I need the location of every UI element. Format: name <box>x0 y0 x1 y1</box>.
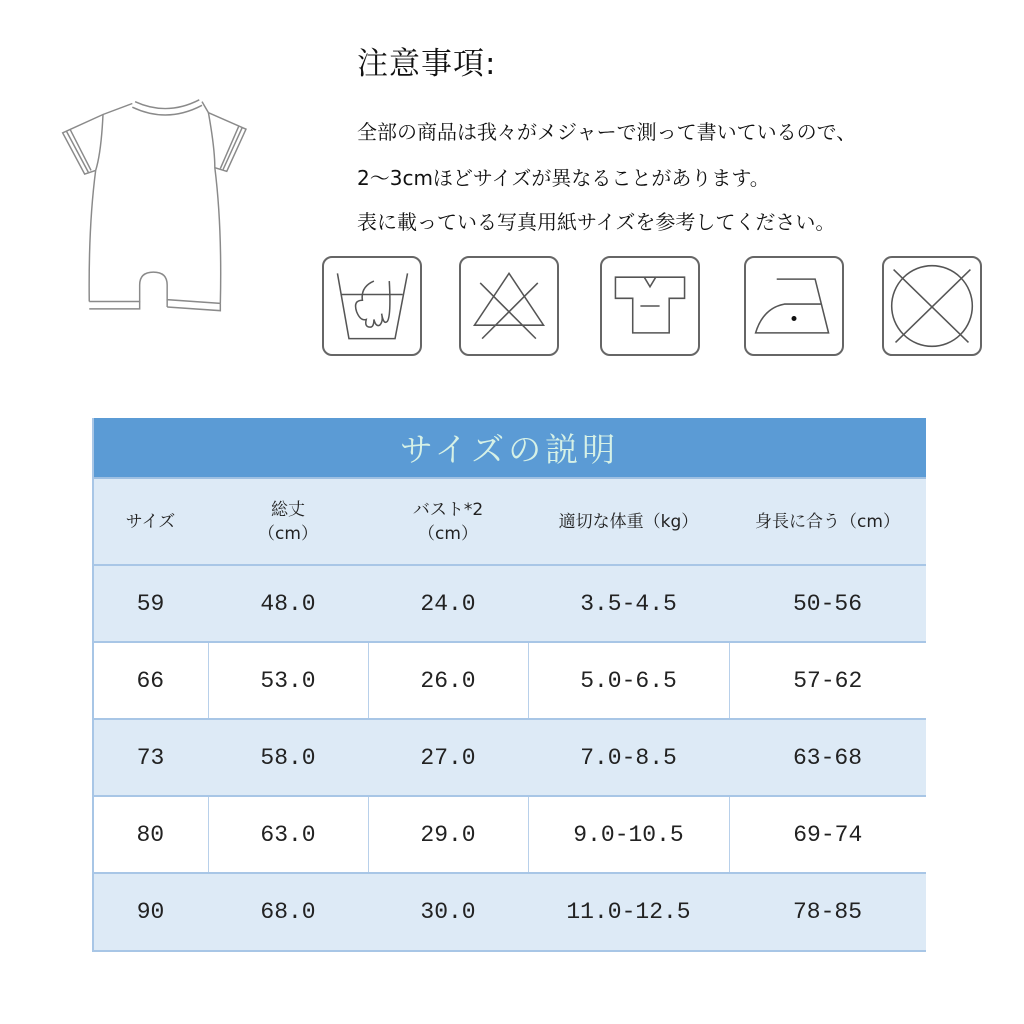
table-row <box>93 642 926 719</box>
iron-low-icon <box>744 256 844 356</box>
cell-total-length: 53.0 <box>208 642 368 719</box>
cell-weight: 7.0-8.5 <box>580 744 677 771</box>
table-title: サイズの説明 <box>399 430 620 469</box>
header-weight-label: 適切な体重（kg） <box>558 511 699 532</box>
cell-total-length: 63.0 <box>208 796 368 873</box>
table-row <box>93 719 926 796</box>
header-size <box>93 478 208 565</box>
cell-bust: 30.0 <box>420 899 476 925</box>
cell-bust: 24.0 <box>420 590 476 617</box>
cell-weight: 3.5-4.5 <box>580 590 677 617</box>
cell-weight: 11.0-12.5 <box>566 899 691 925</box>
header-height-label: 身長に合う（cm） <box>755 511 900 532</box>
cell-height: 78-85 <box>792 899 862 925</box>
cell-size: 59 <box>136 590 165 617</box>
cell-total-length: 58.0 <box>260 744 316 771</box>
cell-height: 63-68 <box>792 744 862 771</box>
cell-weight: 5.0-6.5 <box>528 642 729 719</box>
notice-line-1: 全部の商品は我々がメジャーで測って書いているので、 <box>357 120 857 144</box>
header-total-length <box>208 478 368 565</box>
header-size-label: サイズ <box>125 511 176 532</box>
cell-height: 50-56 <box>792 590 862 617</box>
cell-height: 57-62 <box>729 642 926 719</box>
cell-total-length: 68.0 <box>260 899 316 925</box>
header-total-length-unit: （cm） <box>258 523 318 544</box>
no-tumble-dry-icon <box>882 256 982 356</box>
size-chart-table <box>93 418 926 950</box>
table-row <box>93 873 926 950</box>
cell-size: 90 <box>136 899 165 925</box>
header-bust-label: バスト*2 <box>412 499 484 520</box>
notice-line-3: 表に載っている写真用紙サイズを参考してください。 <box>357 210 836 234</box>
romper-illustration <box>48 88 268 328</box>
table-header-row <box>93 478 926 565</box>
cell-size: 73 <box>136 744 165 771</box>
notice-title: 注意事項: <box>357 46 497 82</box>
notice-line-2: 2〜3cmほどサイズが異なることがあります。 <box>357 166 770 190</box>
header-weight <box>528 478 729 565</box>
cell-total-length: 48.0 <box>260 590 316 617</box>
table-row <box>93 565 926 642</box>
header-total-length-label: 総丈 <box>271 499 305 520</box>
cell-height: 69-74 <box>729 796 926 873</box>
hang-dry-icon <box>600 256 700 356</box>
cell-size: 66 <box>136 667 165 694</box>
table-title-row <box>93 418 926 478</box>
header-bust-unit: （cm） <box>418 523 478 544</box>
header-bust <box>368 478 528 565</box>
cell-weight: 9.0-10.5 <box>528 796 729 873</box>
hand-wash-icon <box>322 256 422 356</box>
cell-bust: 29.0 <box>368 796 528 873</box>
cell-bust: 27.0 <box>420 744 476 771</box>
cell-bust: 26.0 <box>368 642 528 719</box>
cell-size: 80 <box>136 821 165 848</box>
header-height <box>729 478 926 565</box>
no-bleach-icon <box>459 256 559 356</box>
table-row <box>93 796 926 873</box>
